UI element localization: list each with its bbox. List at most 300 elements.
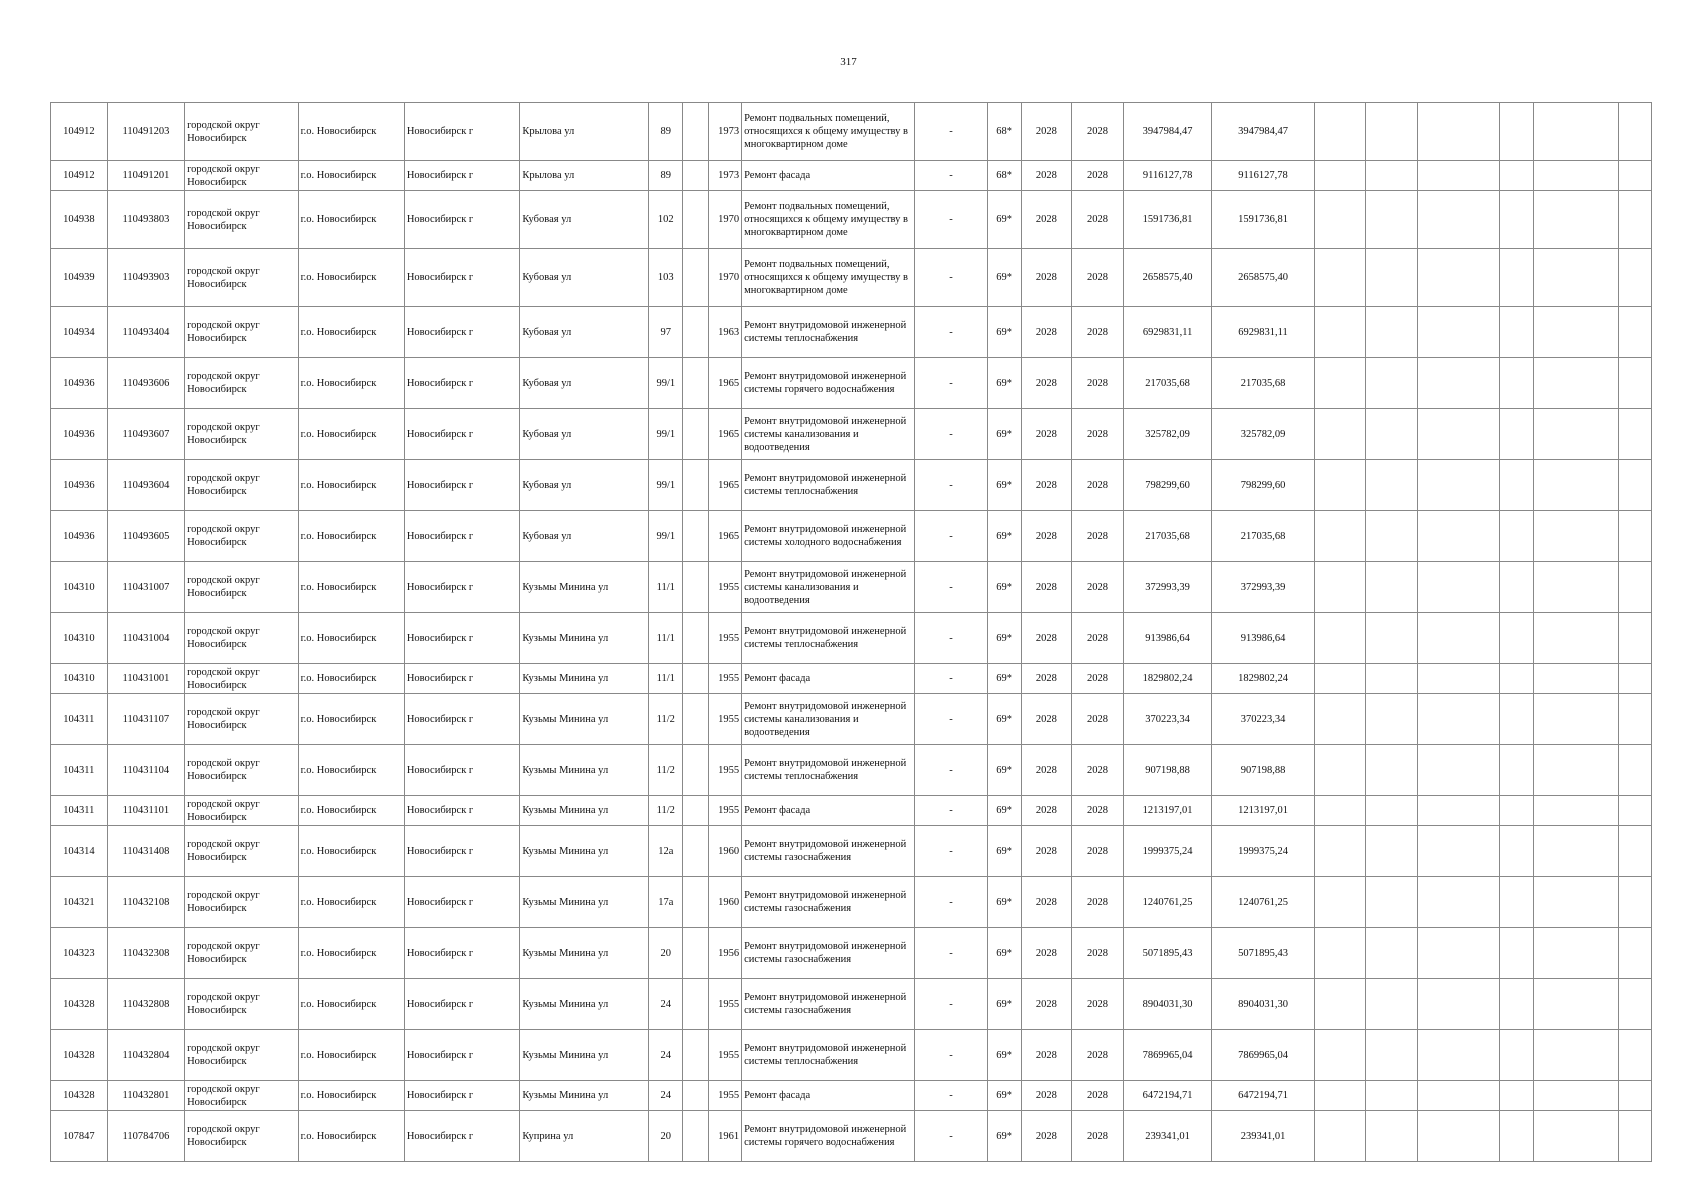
row-number: 69* — [987, 191, 1021, 249]
row-year-end: 2028 — [1072, 460, 1124, 511]
row-empty-cell — [1314, 613, 1366, 664]
row-work-type: Ремонт внутридомовой инженерной системы теплоснабжения — [742, 745, 915, 796]
row-number: 69* — [987, 307, 1021, 358]
row-year-end: 2028 — [1072, 358, 1124, 409]
row-empty-cell — [1366, 307, 1418, 358]
table-row — [51, 979, 1652, 1030]
row-number: 68* — [987, 103, 1021, 161]
table-row — [51, 694, 1652, 745]
row-street: Кузьмы Минина ул — [520, 928, 649, 979]
row-empty-cell — [1366, 1111, 1418, 1162]
row-cost-fund: 217035,68 — [1212, 511, 1314, 562]
row-empty-cell — [1314, 694, 1366, 745]
row-empty-cell — [1500, 191, 1534, 249]
row-city: Новосибирск г — [404, 664, 520, 694]
row-empty-cell — [1366, 664, 1418, 694]
row-empty-cell — [1618, 745, 1651, 796]
row-empty-cell — [1314, 928, 1366, 979]
row-city: Новосибирск г — [404, 826, 520, 877]
row-year-end: 2028 — [1072, 511, 1124, 562]
row-empty-cell — [1618, 1030, 1651, 1081]
row-street: Кузьмы Минина ул — [520, 613, 649, 664]
row-empty-cell — [683, 826, 709, 877]
table-row — [51, 1030, 1652, 1081]
row-year-start: 2028 — [1021, 613, 1072, 664]
row-code: 110431101 — [107, 796, 184, 826]
row-cost-total: 325782,09 — [1123, 409, 1212, 460]
row-cost-total: 913986,64 — [1123, 613, 1212, 664]
row-number: 69* — [987, 249, 1021, 307]
row-empty-cell — [1417, 979, 1500, 1030]
row-municipality: городской округ Новосибирск — [185, 409, 298, 460]
row-empty-cell — [1500, 562, 1534, 613]
row-cost-total: 5071895,43 — [1123, 928, 1212, 979]
row-empty-cell — [1366, 1081, 1418, 1111]
row-empty-cell — [1314, 664, 1366, 694]
row-municipality: городской округ Новосибирск — [185, 191, 298, 249]
row-empty-cell — [1534, 103, 1619, 161]
row-house: 24 — [649, 1030, 683, 1081]
table-row — [51, 1111, 1652, 1162]
row-code: 110493803 — [107, 191, 184, 249]
row-empty-cell — [1534, 358, 1619, 409]
row-empty-cell — [1417, 191, 1500, 249]
row-build-year: 1965 — [709, 460, 742, 511]
row-year-end: 2028 — [1072, 826, 1124, 877]
row-code: 110493604 — [107, 460, 184, 511]
row-city: Новосибирск г — [404, 877, 520, 928]
row-empty-cell — [1534, 460, 1619, 511]
row-street: Кубовая ул — [520, 191, 649, 249]
row-build-year: 1955 — [709, 1081, 742, 1111]
table-row — [51, 307, 1652, 358]
row-empty-cell — [1314, 161, 1366, 191]
row-empty-cell — [1500, 826, 1534, 877]
row-empty-cell — [1500, 103, 1534, 161]
row-municipality: городской округ Новосибирск — [185, 511, 298, 562]
row-house: 103 — [649, 249, 683, 307]
row-cost-total: 370223,34 — [1123, 694, 1212, 745]
row-house: 20 — [649, 928, 683, 979]
row-id: 104311 — [51, 694, 108, 745]
row-dash: - — [915, 562, 987, 613]
row-empty-cell — [1618, 307, 1651, 358]
row-dash: - — [915, 664, 987, 694]
row-municipality: городской округ Новосибирск — [185, 877, 298, 928]
row-number: 69* — [987, 1111, 1021, 1162]
row-build-year: 1955 — [709, 745, 742, 796]
row-year-start: 2028 — [1021, 1081, 1072, 1111]
row-build-year: 1965 — [709, 511, 742, 562]
row-dash: - — [915, 460, 987, 511]
row-empty-cell — [683, 191, 709, 249]
row-id: 104936 — [51, 409, 108, 460]
row-district: г.о. Новосибирск — [298, 796, 404, 826]
row-year-end: 2028 — [1072, 249, 1124, 307]
row-work-type: Ремонт внутридомовой инженерной системы канализования и водоотведения — [742, 694, 915, 745]
row-number: 69* — [987, 928, 1021, 979]
row-work-type: Ремонт подвальных помещений, относящихся к общему имуществу в многоквартирном доме — [742, 249, 915, 307]
row-house: 11/2 — [649, 796, 683, 826]
row-year-start: 2028 — [1021, 979, 1072, 1030]
row-municipality: городской округ Новосибирск — [185, 1111, 298, 1162]
row-city: Новосибирск г — [404, 103, 520, 161]
row-empty-cell — [1366, 745, 1418, 796]
row-dash: - — [915, 409, 987, 460]
row-street: Кузьмы Минина ул — [520, 694, 649, 745]
row-city: Новосибирск г — [404, 358, 520, 409]
row-street: Кубовая ул — [520, 511, 649, 562]
row-empty-cell — [1534, 796, 1619, 826]
row-empty-cell — [1366, 161, 1418, 191]
row-year-start: 2028 — [1021, 1030, 1072, 1081]
row-empty-cell — [1534, 664, 1619, 694]
row-district: г.о. Новосибирск — [298, 745, 404, 796]
row-id: 104934 — [51, 307, 108, 358]
table-row — [51, 358, 1652, 409]
row-empty-cell — [1314, 745, 1366, 796]
row-cost-fund: 1829802,24 — [1212, 664, 1314, 694]
row-house: 99/1 — [649, 358, 683, 409]
row-empty-cell — [683, 979, 709, 1030]
row-empty-cell — [1417, 460, 1500, 511]
row-build-year: 1956 — [709, 928, 742, 979]
row-municipality: городской округ Новосибирск — [185, 613, 298, 664]
table-row — [51, 826, 1652, 877]
row-code: 110493903 — [107, 249, 184, 307]
row-empty-cell — [1500, 928, 1534, 979]
row-city: Новосибирск г — [404, 1081, 520, 1111]
table-row — [51, 161, 1652, 191]
row-build-year: 1955 — [709, 664, 742, 694]
row-house: 12а — [649, 826, 683, 877]
row-work-type: Ремонт внутридомовой инженерной системы теплоснабжения — [742, 613, 915, 664]
row-empty-cell — [1314, 460, 1366, 511]
row-empty-cell — [1534, 826, 1619, 877]
row-house: 99/1 — [649, 460, 683, 511]
row-code: 110432808 — [107, 979, 184, 1030]
row-year-start: 2028 — [1021, 562, 1072, 613]
row-empty-cell — [1417, 1081, 1500, 1111]
row-id: 104328 — [51, 979, 108, 1030]
row-empty-cell — [1314, 979, 1366, 1030]
row-municipality: городской округ Новосибирск — [185, 664, 298, 694]
row-cost-total: 9116127,78 — [1123, 161, 1212, 191]
row-dash: - — [915, 613, 987, 664]
row-empty-cell — [1314, 511, 1366, 562]
row-empty-cell — [1618, 562, 1651, 613]
page-number: 317 — [840, 56, 857, 68]
row-year-end: 2028 — [1072, 877, 1124, 928]
row-year-end: 2028 — [1072, 613, 1124, 664]
row-cost-fund: 3947984,47 — [1212, 103, 1314, 161]
row-cost-total: 217035,68 — [1123, 358, 1212, 409]
row-year-end: 2028 — [1072, 562, 1124, 613]
row-cost-total: 1240761,25 — [1123, 877, 1212, 928]
row-id: 104311 — [51, 745, 108, 796]
row-year-end: 2028 — [1072, 409, 1124, 460]
row-district: г.о. Новосибирск — [298, 460, 404, 511]
row-empty-cell — [683, 796, 709, 826]
row-empty-cell — [1417, 409, 1500, 460]
row-empty-cell — [1314, 103, 1366, 161]
row-empty-cell — [1500, 877, 1534, 928]
row-empty-cell — [683, 409, 709, 460]
row-work-type: Ремонт подвальных помещений, относящихся к общему имуществу в многоквартирном доме — [742, 103, 915, 161]
row-year-start: 2028 — [1021, 694, 1072, 745]
row-district: г.о. Новосибирск — [298, 307, 404, 358]
row-build-year: 1965 — [709, 358, 742, 409]
row-cost-total: 8904031,30 — [1123, 979, 1212, 1030]
row-municipality: городской округ Новосибирск — [185, 796, 298, 826]
row-work-type: Ремонт внутридомовой инженерной системы газоснабжения — [742, 928, 915, 979]
row-build-year: 1961 — [709, 1111, 742, 1162]
row-empty-cell — [1534, 161, 1619, 191]
row-cost-fund: 1591736,81 — [1212, 191, 1314, 249]
row-number: 69* — [987, 358, 1021, 409]
row-year-start: 2028 — [1021, 460, 1072, 511]
row-street: Куприна ул — [520, 1111, 649, 1162]
row-empty-cell — [683, 664, 709, 694]
row-dash: - — [915, 796, 987, 826]
row-id: 104936 — [51, 358, 108, 409]
row-build-year: 1955 — [709, 562, 742, 613]
row-empty-cell — [683, 161, 709, 191]
row-number: 69* — [987, 796, 1021, 826]
row-dash: - — [915, 1081, 987, 1111]
row-street: Кузьмы Минина ул — [520, 796, 649, 826]
row-empty-cell — [1500, 460, 1534, 511]
row-empty-cell — [1500, 307, 1534, 358]
row-empty-cell — [1366, 103, 1418, 161]
row-district: г.о. Новосибирск — [298, 249, 404, 307]
row-city: Новосибирск г — [404, 694, 520, 745]
row-empty-cell — [1417, 103, 1500, 161]
row-district: г.о. Новосибирск — [298, 358, 404, 409]
row-empty-cell — [1366, 928, 1418, 979]
table-row — [51, 613, 1652, 664]
row-empty-cell — [1618, 694, 1651, 745]
row-year-end: 2028 — [1072, 161, 1124, 191]
table-row — [51, 796, 1652, 826]
row-empty-cell — [1417, 249, 1500, 307]
row-code: 110432801 — [107, 1081, 184, 1111]
row-empty-cell — [1534, 409, 1619, 460]
row-code: 110432308 — [107, 928, 184, 979]
row-build-year: 1960 — [709, 877, 742, 928]
row-city: Новосибирск г — [404, 307, 520, 358]
row-work-type: Ремонт внутридомовой инженерной системы газоснабжения — [742, 979, 915, 1030]
row-district: г.о. Новосибирск — [298, 664, 404, 694]
row-empty-cell — [1366, 409, 1418, 460]
row-code: 110493606 — [107, 358, 184, 409]
row-municipality: городской округ Новосибирск — [185, 562, 298, 613]
table-row — [51, 511, 1652, 562]
row-year-end: 2028 — [1072, 745, 1124, 796]
row-dash: - — [915, 249, 987, 307]
row-empty-cell — [1417, 796, 1500, 826]
row-year-end: 2028 — [1072, 664, 1124, 694]
row-empty-cell — [1500, 694, 1534, 745]
table-row — [51, 1081, 1652, 1111]
row-municipality: городской округ Новосибирск — [185, 979, 298, 1030]
row-empty-cell — [683, 928, 709, 979]
row-dash: - — [915, 1030, 987, 1081]
row-empty-cell — [1417, 877, 1500, 928]
row-work-type: Ремонт внутридомовой инженерной системы горячего водоснабжения — [742, 358, 915, 409]
row-code: 110491203 — [107, 103, 184, 161]
row-cost-fund: 8904031,30 — [1212, 979, 1314, 1030]
row-empty-cell — [1417, 511, 1500, 562]
row-dash: - — [915, 161, 987, 191]
row-empty-cell — [1534, 307, 1619, 358]
row-street: Кубовая ул — [520, 307, 649, 358]
row-municipality: городской округ Новосибирск — [185, 307, 298, 358]
row-empty-cell — [1618, 161, 1651, 191]
row-build-year: 1970 — [709, 191, 742, 249]
row-number: 69* — [987, 745, 1021, 796]
row-year-end: 2028 — [1072, 979, 1124, 1030]
row-id: 104912 — [51, 161, 108, 191]
row-empty-cell — [683, 1030, 709, 1081]
row-cost-fund: 372993,39 — [1212, 562, 1314, 613]
row-empty-cell — [1366, 613, 1418, 664]
table-row — [51, 928, 1652, 979]
row-municipality: городской округ Новосибирск — [185, 249, 298, 307]
row-id: 104310 — [51, 613, 108, 664]
row-cost-fund: 913986,64 — [1212, 613, 1314, 664]
row-empty-cell — [1366, 796, 1418, 826]
row-empty-cell — [1618, 1111, 1651, 1162]
row-house: 11/1 — [649, 613, 683, 664]
row-house: 89 — [649, 161, 683, 191]
row-number: 69* — [987, 826, 1021, 877]
row-id: 104310 — [51, 562, 108, 613]
row-work-type: Ремонт внутридомовой инженерной системы горячего водоснабжения — [742, 1111, 915, 1162]
row-district: г.о. Новосибирск — [298, 562, 404, 613]
row-municipality: городской округ Новосибирск — [185, 826, 298, 877]
row-street: Кубовая ул — [520, 249, 649, 307]
row-work-type: Ремонт фасада — [742, 161, 915, 191]
row-empty-cell — [1618, 511, 1651, 562]
row-municipality: городской округ Новосибирск — [185, 161, 298, 191]
row-empty-cell — [1366, 249, 1418, 307]
row-year-end: 2028 — [1072, 1081, 1124, 1111]
row-empty-cell — [1618, 928, 1651, 979]
row-empty-cell — [683, 358, 709, 409]
row-build-year: 1963 — [709, 307, 742, 358]
row-empty-cell — [1500, 409, 1534, 460]
row-dash: - — [915, 307, 987, 358]
row-cost-fund: 6472194,71 — [1212, 1081, 1314, 1111]
row-build-year: 1970 — [709, 249, 742, 307]
row-build-year: 1965 — [709, 409, 742, 460]
row-build-year: 1955 — [709, 796, 742, 826]
row-code: 110432804 — [107, 1030, 184, 1081]
row-district: г.о. Новосибирск — [298, 979, 404, 1030]
row-code: 110491201 — [107, 161, 184, 191]
row-year-start: 2028 — [1021, 745, 1072, 796]
row-work-type: Ремонт внутридомовой инженерной системы газоснабжения — [742, 877, 915, 928]
row-id: 104936 — [51, 511, 108, 562]
row-municipality: городской округ Новосибирск — [185, 745, 298, 796]
row-empty-cell — [683, 1111, 709, 1162]
row-dash: - — [915, 1111, 987, 1162]
row-work-type: Ремонт внутридомовой инженерной системы теплоснабжения — [742, 460, 915, 511]
row-work-type: Ремонт внутридомовой инженерной системы газоснабжения — [742, 826, 915, 877]
row-build-year: 1955 — [709, 694, 742, 745]
table-row — [51, 877, 1652, 928]
row-empty-cell — [683, 562, 709, 613]
row-year-start: 2028 — [1021, 796, 1072, 826]
row-city: Новосибирск г — [404, 161, 520, 191]
table-row — [51, 664, 1652, 694]
row-city: Новосибирск г — [404, 562, 520, 613]
table-row — [51, 460, 1652, 511]
row-empty-cell — [1366, 460, 1418, 511]
row-house: 102 — [649, 191, 683, 249]
row-empty-cell — [1618, 1081, 1651, 1111]
row-empty-cell — [683, 1081, 709, 1111]
row-year-start: 2028 — [1021, 161, 1072, 191]
row-city: Новосибирск г — [404, 249, 520, 307]
row-empty-cell — [1366, 826, 1418, 877]
row-empty-cell — [1500, 1081, 1534, 1111]
row-cost-fund: 370223,34 — [1212, 694, 1314, 745]
row-city: Новосибирск г — [404, 979, 520, 1030]
row-year-end: 2028 — [1072, 307, 1124, 358]
row-empty-cell — [1618, 613, 1651, 664]
row-empty-cell — [1314, 1030, 1366, 1081]
row-house: 24 — [649, 979, 683, 1030]
row-cost-fund: 7869965,04 — [1212, 1030, 1314, 1081]
row-year-start: 2028 — [1021, 877, 1072, 928]
row-city: Новосибирск г — [404, 745, 520, 796]
row-dash: - — [915, 694, 987, 745]
row-work-type: Ремонт внутридомовой инженерной системы холодного водоснабжения — [742, 511, 915, 562]
capital-repair-table — [50, 102, 1652, 1162]
row-number: 69* — [987, 694, 1021, 745]
row-cost-total: 1591736,81 — [1123, 191, 1212, 249]
table-row — [51, 191, 1652, 249]
row-city: Новосибирск г — [404, 511, 520, 562]
row-dash: - — [915, 877, 987, 928]
row-empty-cell — [1534, 511, 1619, 562]
row-empty-cell — [1618, 191, 1651, 249]
row-number: 69* — [987, 460, 1021, 511]
row-cost-total: 2658575,40 — [1123, 249, 1212, 307]
row-number: 69* — [987, 562, 1021, 613]
row-dash: - — [915, 511, 987, 562]
row-street: Кузьмы Минина ул — [520, 979, 649, 1030]
row-code: 110431007 — [107, 562, 184, 613]
row-work-type: Ремонт фасада — [742, 796, 915, 826]
row-empty-cell — [1534, 1030, 1619, 1081]
row-empty-cell — [1314, 826, 1366, 877]
row-city: Новосибирск г — [404, 796, 520, 826]
row-year-end: 2028 — [1072, 1111, 1124, 1162]
row-district: г.о. Новосибирск — [298, 694, 404, 745]
row-cost-total: 798299,60 — [1123, 460, 1212, 511]
row-id: 104323 — [51, 928, 108, 979]
row-work-type: Ремонт внутридомовой инженерной системы канализования и водоотведения — [742, 562, 915, 613]
row-cost-fund: 9116127,78 — [1212, 161, 1314, 191]
row-code: 110432108 — [107, 877, 184, 928]
row-house: 11/1 — [649, 562, 683, 613]
row-build-year: 1955 — [709, 613, 742, 664]
row-empty-cell — [1314, 877, 1366, 928]
row-number: 69* — [987, 664, 1021, 694]
